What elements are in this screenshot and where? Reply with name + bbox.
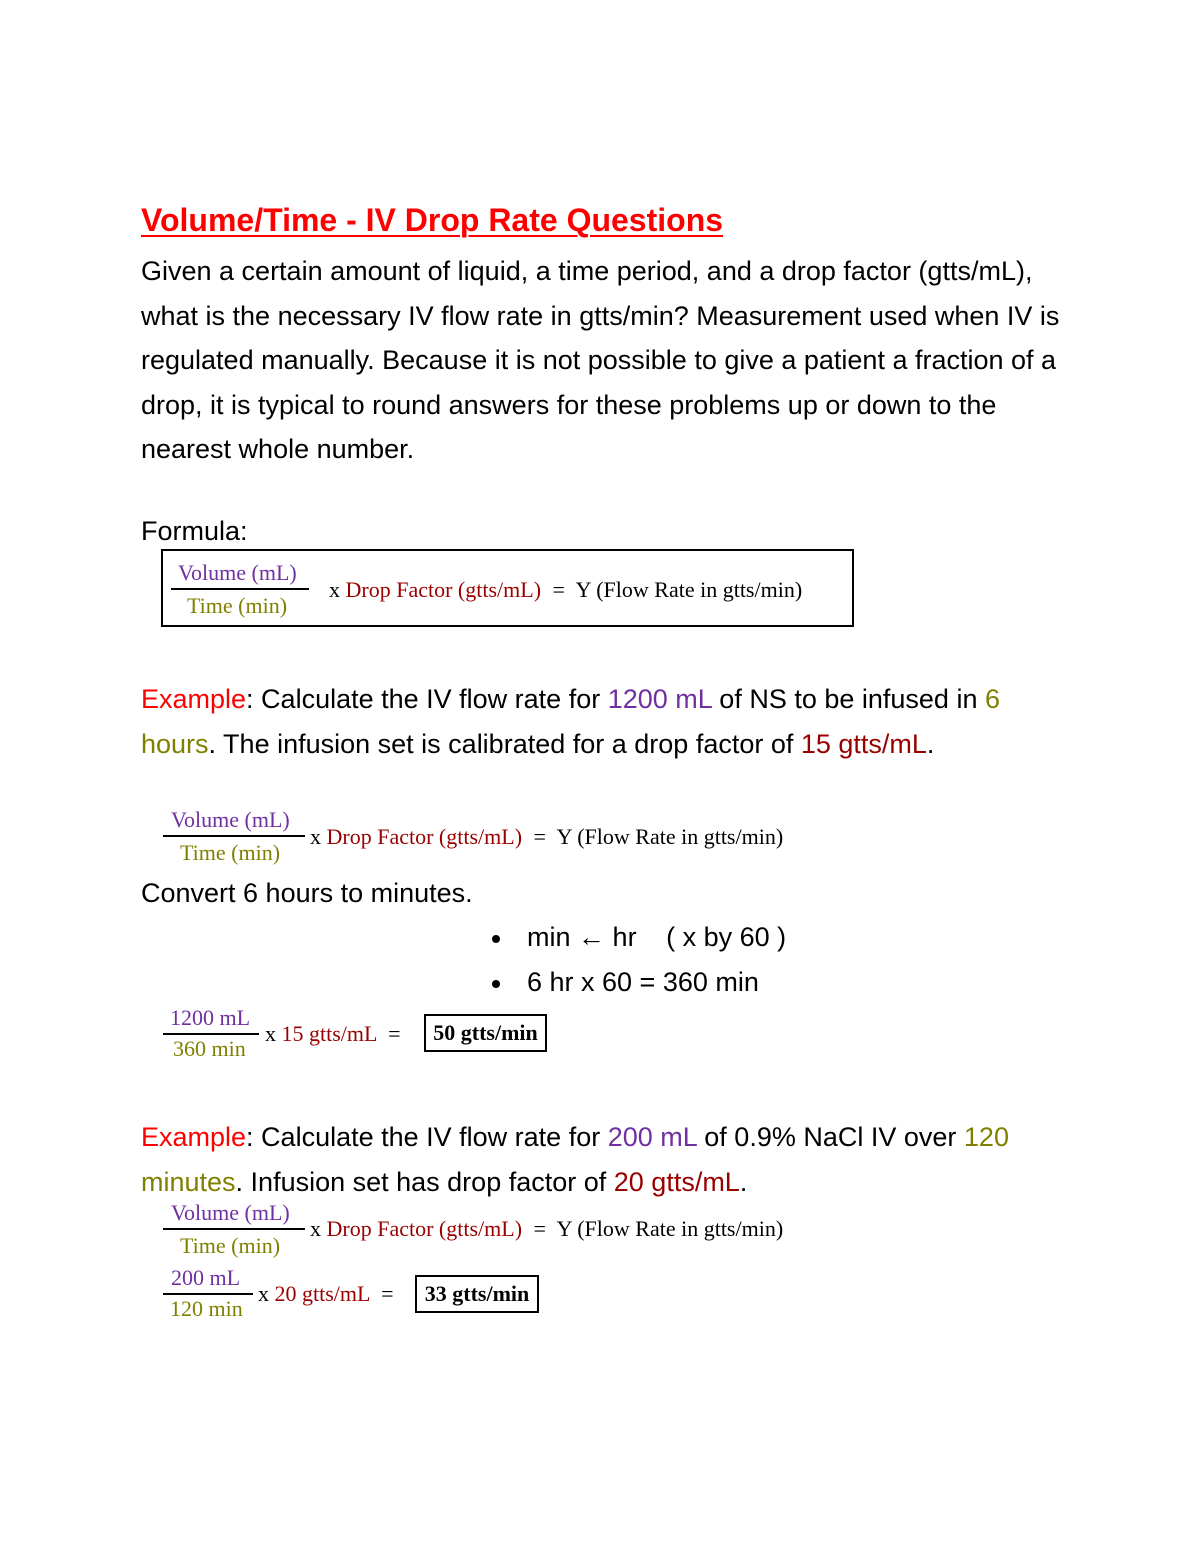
example2-formula-equation (310, 1216, 783, 1242)
example2-time: 120 minutes (141, 1122, 1009, 1197)
example2-text-d: . (739, 1166, 748, 1197)
example1-text-d: . (926, 728, 935, 759)
formula-fraction-bar (171, 588, 309, 590)
example2-formula-fraction-bar (163, 1228, 305, 1230)
example1-bullet2: 6 hr x 60 = 360 min (527, 967, 759, 997)
example1-formula-fraction-bar (163, 835, 305, 837)
example1-text-b: of NS to be infused in (711, 684, 985, 714)
example1-time: 6 hours (141, 684, 1000, 759)
intro-paragraph: Given a certain amount of liquid, a time period, and a drop factor (gtts/mL), what is the necessary IV flow rate in gtts/min? Measurement used when IV is regulated manually. Because it is not possible to give a patient a fraction of a drop, it is typical to round answers for these problems up or down to the nearest whole number. (141, 256, 1060, 464)
example2-formula-denominator: Time (min) (180, 1233, 281, 1258)
example2-text-a: : Calculate the IV flow rate for (246, 1122, 608, 1152)
example1-text-c: . The infusion set is calibrated for a drop factor of (208, 728, 801, 759)
formula-denominator: Time (min) (187, 593, 288, 618)
example2-factor: 20 gtts/mL (613, 1166, 740, 1197)
example2-formula-times: x (310, 1216, 321, 1241)
example1-formula-denominator: Time (min) (180, 840, 281, 865)
example1-formula-drop-factor: Drop Factor (gtts/mL) (326, 824, 523, 849)
example1-calc-fraction-bar (163, 1033, 259, 1035)
example1-label: Example (141, 684, 247, 714)
example2-calc-numerator: 200 mL (171, 1265, 241, 1290)
formula-drop-factor: Drop Factor (gtts/mL) (345, 577, 542, 602)
example2-formula-numerator: Volume (mL) (171, 1200, 290, 1225)
example1-formula-times: x (310, 824, 321, 849)
formula-equation (329, 577, 802, 603)
example2-calc-equation (258, 1281, 394, 1307)
example1-formula-equals: = (533, 824, 546, 849)
example1-calc-numerator: 1200 mL (170, 1005, 251, 1030)
example2-formula-drop-factor: Drop Factor (gtts/mL) (326, 1216, 523, 1241)
example2-volume: 200 mL (607, 1122, 697, 1152)
example2-formula-equals: = (533, 1216, 546, 1241)
example1-bullet1 (527, 922, 786, 953)
bullet1-hr: hr (612, 922, 637, 952)
example1-calc-equation (265, 1021, 401, 1047)
example1-formula-numerator: Volume (mL) (171, 807, 290, 832)
example1-calc-factor: 15 gtts/mL (281, 1021, 377, 1046)
example1-calc-times: x (265, 1021, 276, 1046)
example1-convert-text: Convert 6 hours to minutes. (141, 878, 473, 908)
left-arrow-icon: ← (578, 922, 606, 952)
example2-text-b: of 0.9% NaCl IV over (696, 1122, 964, 1152)
example2-answer-box: 33 gtts/min (415, 1275, 539, 1313)
example2-calc-equals: = (381, 1281, 394, 1306)
example2-paragraph (141, 1115, 1041, 1204)
bullet1-multiplier: ( x by 60 ) (666, 922, 787, 952)
example1-calc-denominator: 360 min (173, 1036, 246, 1061)
example2-text-c: . Infusion set has drop factor of (235, 1166, 614, 1197)
bullet-icon (492, 980, 500, 988)
example1-factor: 15 gtts/mL (800, 728, 927, 759)
bullet-icon (492, 935, 500, 943)
example2-calc-times: x (258, 1281, 269, 1306)
formula-equals: = (552, 577, 565, 602)
example2-calc-factor: 20 gtts/mL (274, 1281, 370, 1306)
formula-numerator: Volume (mL) (178, 560, 297, 585)
example1-paragraph (141, 677, 1041, 766)
example1-calc-equals: = (388, 1021, 401, 1046)
example1-formula-equation (310, 824, 783, 850)
example2-label: Example (141, 1122, 247, 1152)
example1-formula-result: Y (Flow Rate in gtts/min) (556, 824, 784, 849)
example1-volume: 1200 mL (607, 684, 712, 714)
example1-text-a: : Calculate the IV flow rate for (246, 684, 608, 714)
formula-label: Formula: (141, 516, 248, 546)
example2-calc-fraction-bar (163, 1293, 253, 1295)
example1-answer-box: 50 gtts/min (424, 1014, 547, 1052)
example2-formula-result: Y (Flow Rate in gtts/min) (556, 1216, 784, 1241)
example2-calc-denominator: 120 min (170, 1296, 243, 1321)
formula-times: x (329, 577, 340, 602)
bullet1-min: min (527, 922, 571, 952)
formula-result: Y (Flow Rate in gtts/min) (575, 577, 803, 602)
page-title: Volume/Time - IV Drop Rate Questions (141, 202, 724, 238)
